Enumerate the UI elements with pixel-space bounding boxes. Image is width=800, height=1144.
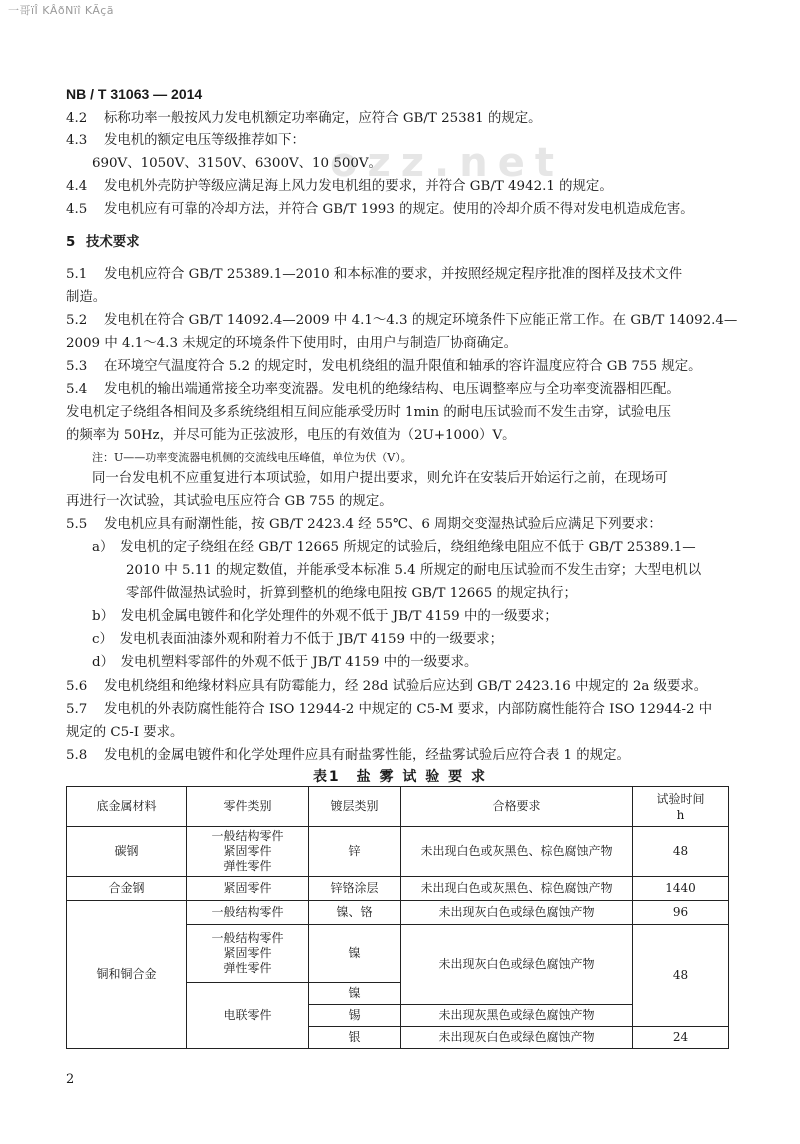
section-5-heading (66, 234, 140, 252)
part-type-line: 紧固零件 (223, 844, 272, 858)
clause-text: 发电机在符合 GB/T 14092.4—2009 中 4.1～4.3 的规定环境条件下应能正常工作。在 GB/T 14092.4— (104, 313, 738, 328)
document-id: NB / T 31063 — 2014 (66, 86, 203, 102)
table-row (67, 901, 729, 925)
cell-coating: 镍、铬 (309, 901, 401, 925)
clause-text: 发电机应具有耐潮性能，按 GB/T 2423.4 经 55℃、6 周期交变湿热试验后应满足下列要求： (104, 517, 662, 532)
list-item-c: c） 发电机表面油漆外观和附着力不低于 JB/T 4159 中的一级要求； (92, 632, 504, 647)
table-caption: 表1 盐 雾 试 验 要 求 (312, 769, 488, 785)
note-text: 注：U——功率变流器电机侧的交流线电压峰值，单位为伏（V）。 (92, 451, 412, 464)
clause-5-2 (66, 312, 737, 330)
clause-number: 4.4 (66, 179, 88, 194)
cell-requirement: 未出现白色或灰黑色、棕色腐蚀产物 (401, 827, 633, 877)
clause-5-6 (66, 678, 707, 696)
cell-coating: 锌 (309, 827, 401, 877)
clause-4-2 (66, 110, 542, 128)
clause-text: 在环境空气温度符合 5.2 的规定时，发电机绕组的温升限值和轴承的容许温度应符合 GB 755 规定。 (104, 359, 702, 374)
clause-number: 5.6 (66, 679, 88, 694)
header-test-time-unit: h (676, 807, 685, 822)
cell-requirement: 未出现灰白色或绿色腐蚀产物 (401, 901, 633, 925)
clause-5-4-cont-2: 的频率为 50Hz，并尽可能为正弦波形，电压的有效值为（2U+1000）V。 (66, 428, 516, 443)
cell-time: 24 (633, 1027, 729, 1049)
watermark: ozz.net (330, 140, 564, 186)
cell-part-types: 紧固零件 (187, 877, 309, 901)
section-number: 5 (66, 235, 76, 250)
clause-4-4 (66, 178, 613, 196)
clause-text: 发电机应符合 GB/T 25389.1—2010 和本标准的要求，并按照经规定程序批准的图样及技术文件 (104, 267, 683, 282)
clause-5-8 (66, 747, 630, 765)
header-requirement: 合格要求 (401, 787, 633, 827)
clause-5-1 (66, 266, 682, 284)
clause-text: 发电机的额定电压等级推荐如下： (104, 133, 305, 148)
clause-4-3 (66, 132, 305, 150)
list-item-a-cont-2: 零部件做湿热试验时，折算到整机的绝缘电阻按 GB/T 12665 的规定执行； (126, 586, 577, 601)
clause-5-4 (66, 381, 680, 399)
part-type-line: 一般结构零件 (211, 931, 284, 945)
cell-requirement: 未出现灰白色或绿色腐蚀产物 (401, 925, 633, 1005)
clause-4-5 (66, 201, 694, 219)
clause-number: 5.7 (66, 702, 88, 717)
page-number: 2 (66, 1072, 75, 1087)
clause-text: 发电机的外表防腐性能符合 ISO 12944-2 中规定的 C5-M 要求，内部防腐性能符合 ISO 12944-2 中 (104, 702, 713, 717)
header-base-metal: 底金属材料 (67, 787, 187, 827)
clause-text: 发电机应有可靠的冷却方法，并符合 GB/T 1993 的规定。使用的冷却介质不得对发电机造成危害。 (104, 202, 694, 217)
cell-requirement: 未出现灰白色或绿色腐蚀产物 (401, 1027, 633, 1049)
list-item-a-cont-1: 2010 中 5.11 的规定数值，并能承受本标准 5.4 所规定的耐电压试验而不发生击穿；大型电机以 (126, 563, 702, 578)
cell-material: 铜和铜合金 (67, 901, 187, 1049)
clause-text: 标称功率一般按风力发电机额定功率确定，应符合 GB/T 25381 的规定。 (104, 111, 542, 126)
part-type-line: 弹性零件 (223, 859, 272, 873)
clause-5-3 (66, 358, 702, 376)
cell-time: 96 (633, 901, 729, 925)
clause-number: 4.5 (66, 202, 88, 217)
clause-5-4-cont-1: 发电机定子绕组各相间及多系统绕组相互间应能承受历时 1min 的耐电压试验而不发生击穿，试验电压 (66, 405, 672, 420)
cell-time: 48 (633, 827, 729, 877)
clause-text: 发电机的输出端通常接全功率变流器。发电机的绝缘结构、电压调整率应与全功率变流器相匹配。 (104, 382, 680, 397)
clause-number: 4.2 (66, 111, 88, 126)
cell-coating: 银 (309, 1027, 401, 1049)
cell-time: 1440 (633, 877, 729, 901)
cell-coating: 锡 (309, 1005, 401, 1027)
header-part-type: 零件类别 (187, 787, 309, 827)
cell-part-types (187, 925, 309, 983)
clause-number: 4.3 (66, 133, 88, 148)
table-row (67, 827, 729, 877)
table-row (67, 877, 729, 901)
header-coating-type: 镀层类别 (309, 787, 401, 827)
clause-number: 5.3 (66, 359, 88, 374)
clause-5-4-para-2: 同一台发电机不应重复进行本项试验，如用户提出要求，则允许在安装后开始运行之前，在现场可 (92, 471, 668, 486)
cell-part-types (187, 827, 309, 877)
cell-coating: 镍 (309, 925, 401, 983)
clause-5-1-cont: 制造。 (66, 290, 107, 305)
part-type-line: 紧固零件 (223, 946, 272, 960)
top-watermark-text: 一哥ïÎ KÂðNïî KÃçã (8, 4, 115, 17)
cell-requirement: 未出现灰黑色或绿色腐蚀产物 (401, 1005, 633, 1027)
salt-spray-table (66, 786, 729, 1049)
cell-coating: 镍 (309, 983, 401, 1005)
list-item-b: b） 发电机金属电镀件和化学处理件的外观不低于 JB/T 4159 中的一级要求； (92, 609, 558, 624)
clause-5-7 (66, 701, 712, 719)
clause-number: 5.5 (66, 517, 88, 532)
list-item-d: d） 发电机塑料零部件的外观不低于 JB/T 4159 中的一级要求。 (92, 655, 478, 670)
table-header-row (67, 787, 729, 827)
clause-text: 发电机的金属电镀件和化学处理件应具有耐盐雾性能，经盐雾试验后应符合表 1 的规定。 (104, 748, 630, 763)
header-test-time-label: 试验时间 (656, 791, 705, 806)
section-title: 技术要求 (86, 235, 140, 250)
clause-number: 5.8 (66, 748, 88, 763)
cell-part-types: 电联零件 (187, 983, 309, 1049)
cell-time: 48 (633, 925, 729, 1027)
clause-number: 5.4 (66, 382, 88, 397)
header-test-time (633, 787, 729, 827)
clause-text: 发电机绕组和绝缘材料应具有防霉能力，经 28d 试验后应达到 GB/T 2423.16 中规定的 2a 级要求。 (104, 679, 708, 694)
cell-requirement: 未出现白色或灰黑色、棕色腐蚀产物 (401, 877, 633, 901)
clause-5-5 (66, 516, 662, 534)
clause-5-7-cont: 规定的 C5-I 要求。 (66, 725, 184, 740)
part-type-line: 弹性零件 (223, 961, 272, 975)
cell-part-types: 一般结构零件 (187, 901, 309, 925)
voltage-list: 690V、1050V、3150V、6300V、10 500V。 (92, 156, 382, 171)
list-item-a: a） 发电机的定子绕组在经 GB/T 12665 所规定的试验后，绕组绝缘电阻应不低于 GB/T 25389.1— (92, 540, 696, 555)
clause-number: 5.2 (66, 313, 88, 328)
clause-number: 5.1 (66, 267, 88, 282)
cell-material: 合金钢 (67, 877, 187, 901)
clause-text: 发电机外壳防护等级应满足海上风力发电机组的要求，并符合 GB/T 4942.1 的规定。 (104, 179, 613, 194)
part-type-line: 一般结构零件 (211, 829, 284, 843)
cell-material: 碳钢 (67, 827, 187, 877)
clause-5-4-para-2-cont: 再进行一次试验，其试验电压应符合 GB 755 的规定。 (66, 494, 393, 509)
clause-5-2-cont: 2009 中 4.1～4.3 未规定的环境条件下使用时，由用户与制造厂协商确定。 (66, 336, 517, 351)
cell-coating: 锌铬涂层 (309, 877, 401, 901)
